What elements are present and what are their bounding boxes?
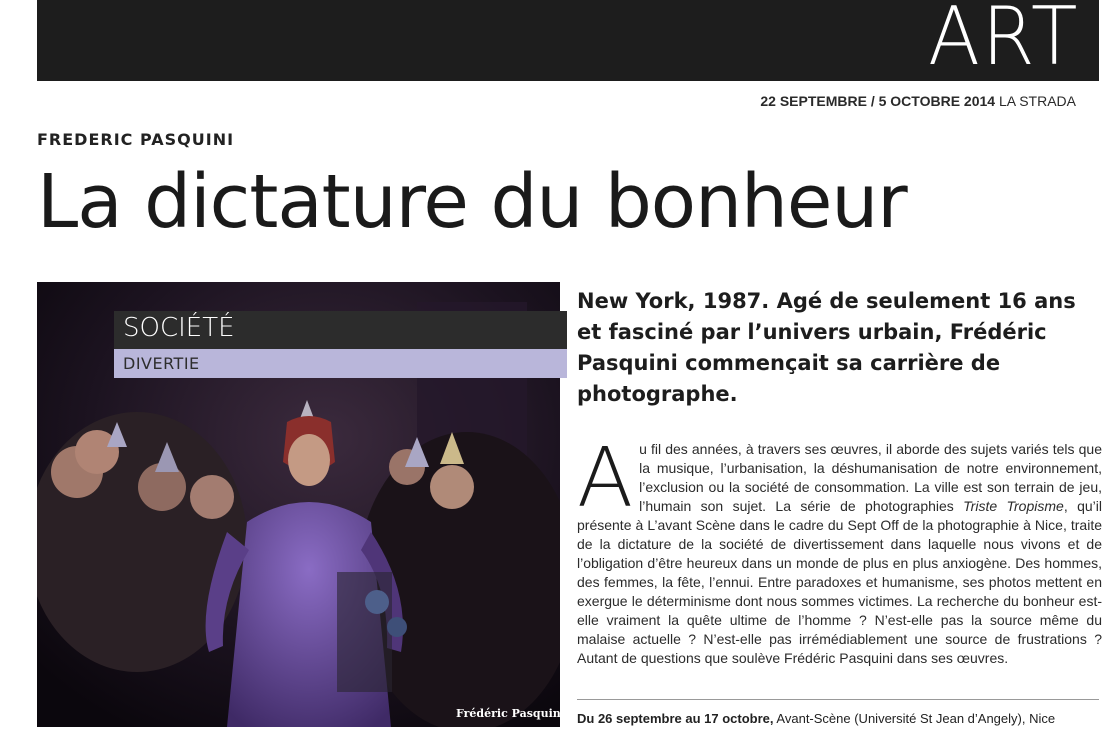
event-venue: LA STRADA [998, 93, 1076, 109]
section-label: ART [927, 0, 1079, 83]
event-dates: 22 SEPTEMBRE / 5 OCTOBRE 2014 [760, 93, 996, 109]
event-info [760, 93, 1076, 109]
article-body [577, 431, 1103, 668]
drop-cap: A [577, 431, 634, 526]
category-tag [114, 311, 567, 349]
article-lead: New York, 1987. Agé de seulement 16 ans et fasciné par l’univers urbain, Frédéric Pasquini commençait sa carrière de photographe. [577, 289, 1076, 406]
footer-venue: Avant-Scène (Université St Jean d’Angely), Nice [776, 711, 1056, 726]
section-header-bar [37, 0, 1099, 81]
body-text-part-1: u fil des années, à travers ses œuvres, il aborde des sujets variés tels que la musique, l’urbanisation, la déshumanisation de notre environnement, l’exclusion ou la société de consommation. La ville est son terrain de jeu, l’humain son sujet. La série de photographies [639, 441, 1102, 514]
artwork-title: Triste Tropisme [963, 498, 1064, 514]
subcategory-label: DIVERTIE [123, 354, 200, 373]
subcategory-tag [114, 349, 567, 378]
article-headline: La dictature du bonheur [37, 159, 907, 245]
footer-info [577, 711, 1055, 726]
photo-credit: Frédéric Pasquini [456, 707, 565, 720]
category-label: SOCIÉTÉ [123, 313, 235, 343]
divider [577, 699, 1099, 700]
body-text-part-2: , qu’il présente à L’avant Scène dans le cadre du Sept Off de la photographie à Nice, traite de la dictature de la société de divertissement dans laquelle nous vivons et de l’obligation d’être heureux dans un monde de plus en plus anxiogène. Des hommes, des femmes, la fête, l’ennui. Entre paradoxes et humanisme, ses photos mettent en exergue le déterminisme dont nous sommes victimes. La recherche du bonheur est-elle vraiment la quête ultime de l’homme ? N’est-elle pas la source même du malaise actuelle ? N’est-elle pas irrémédiablement une source de frustrations ? Autant de questions que soulève Frédéric Pasquini dans ses œuvres. [577, 498, 1103, 666]
footer-dates: Du 26 septembre au 17 octobre, [577, 711, 774, 726]
author-kicker: FREDERIC PASQUINI [37, 130, 235, 149]
